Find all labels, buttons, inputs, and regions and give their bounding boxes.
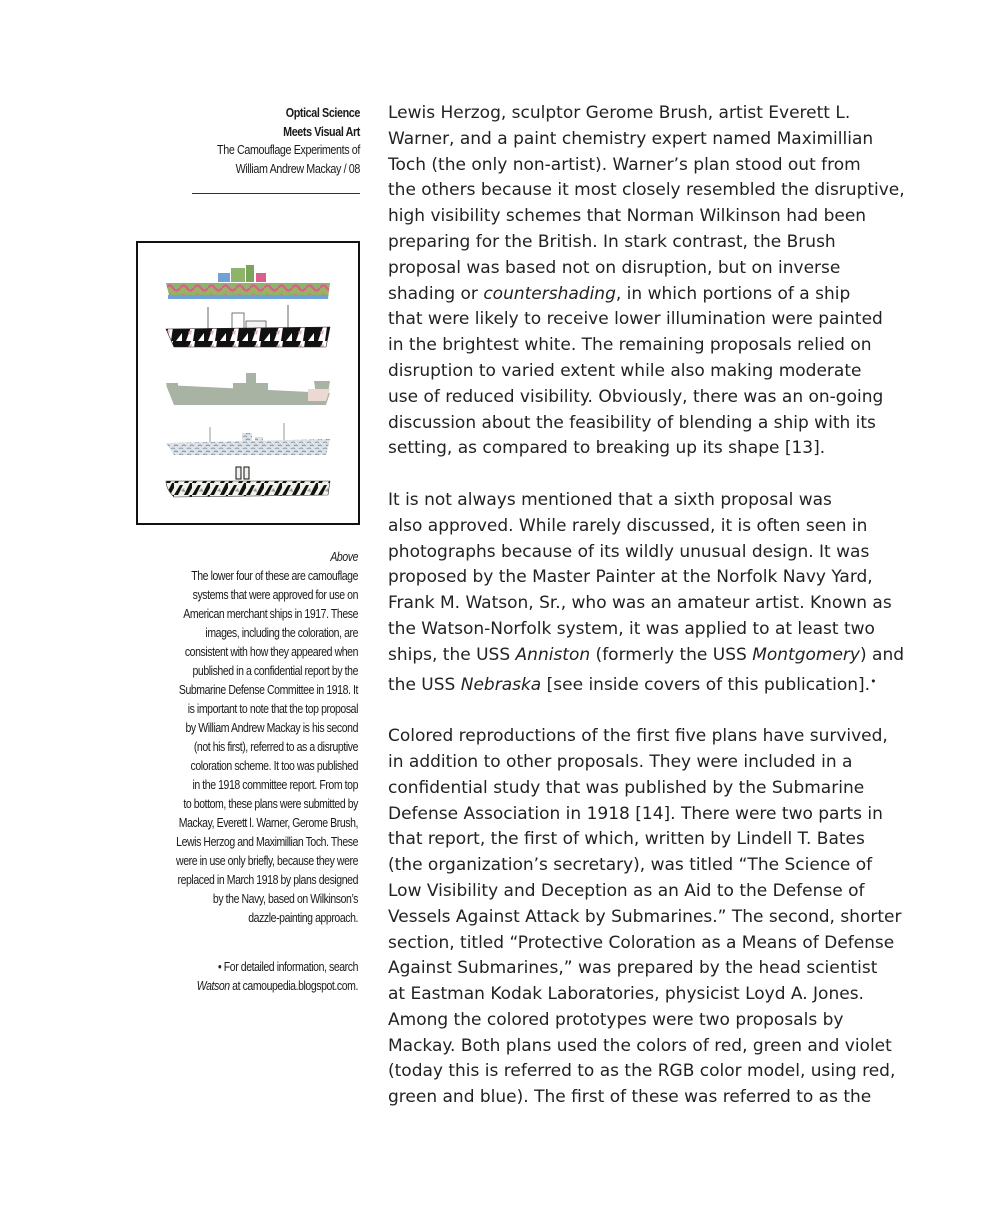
text-line: that were likely to receive lower illumination were painted (388, 309, 883, 330)
running-head-title-2: Meets Visual Art (283, 124, 360, 139)
running-head-subtitle-1: The Camouflage Experiments of (217, 143, 360, 157)
ship-herzog (166, 423, 330, 455)
header-divider (192, 193, 360, 194)
caption-line: by the Navy, based on Wilkinson’s (212, 892, 358, 906)
text-line: disruption to varied extent while also making moderate (388, 360, 862, 381)
text-line: (the organization’s secretary), was titled “The Science of (388, 855, 873, 876)
text-line: photographs because of its wildly unusual design. It was (388, 541, 870, 562)
text-run: (formerly the USS (590, 644, 753, 665)
text-line: the Watson-Norfolk system, it was applied to at least two (388, 618, 875, 639)
text-run: [see inside covers of this publication]. (541, 674, 871, 695)
text-run: shading or (388, 283, 484, 304)
paragraph-3 (388, 724, 918, 1111)
text-line: It is not always mentioned that a sixth proposal was (388, 489, 832, 510)
caption-line: in the 1918 committee report. From top (192, 778, 358, 792)
paragraph-1 (388, 101, 918, 462)
text-line: (today this is referred to as the RGB color model, using red, (388, 1061, 896, 1082)
sidebar (136, 104, 360, 993)
text-line: section, titled “Protective Coloration as a Means of Defense (388, 932, 895, 953)
caption-line: to bottom, these plans were submitted by (183, 797, 358, 811)
caption-label: Above (330, 550, 358, 564)
text-line: Vessels Against Attack by Submarines.” The second, shorter (388, 906, 902, 927)
ship-name-anniston: Anniston (515, 644, 591, 665)
text-run: ) and (859, 644, 905, 665)
caption-line: images, including the coloration, are (205, 626, 358, 640)
text-line: also approved. While rarely discussed, it is often seen in (388, 515, 868, 536)
text-line: Frank M. Watson, Sr., who was an amateur artist. Known as (388, 593, 892, 614)
text-line: proposed by the Master Painter at the Norfolk Navy Yard, (388, 567, 873, 588)
caption-line: consistent with how they appeared when (184, 645, 358, 659)
text-run: , in which portions of a ship (615, 283, 851, 304)
caption-line: Submarine Defense Committee in 1918. It (178, 683, 358, 697)
text-line (388, 669, 918, 699)
camouflage-ships-figure (136, 241, 360, 525)
caption-line: were in use only briefly, because they were (176, 854, 358, 868)
ship-toch (166, 467, 330, 497)
footnote-bullet: • (218, 960, 222, 974)
text-line: at Eastman Kodak Laboratories, physicist Loyd A. Jones. (388, 984, 864, 1005)
text-line: in addition to other proposals. They were included in a (388, 751, 853, 772)
text-line: Low Visibility and Deception as an Aid to the Defense of (388, 880, 865, 901)
text-line: proposal was based not on disruption, but on inverse (388, 257, 841, 278)
text-line: green and blue). The first of these was referred to as the (388, 1087, 872, 1108)
text-line: high visibility schemes that Norman Wilkinson had been (388, 206, 867, 227)
running-head-subtitle-2: William Andrew Mackay / 08 (235, 161, 360, 176)
text-line: Against Submarines,” was prepared by the head scientist (388, 958, 878, 979)
text-line: Defense Association in 1918 [14]. There were two parts in (388, 803, 883, 824)
text-line: the others because it most closely resembled the disruptive, (388, 180, 905, 201)
footnote-marker: • (870, 674, 877, 688)
text-run: ships, the USS (388, 644, 516, 665)
footnote-text-2: at camoupedia.blogspot.com. (229, 979, 358, 993)
text-line (388, 643, 918, 669)
footnote-line-1 (172, 958, 358, 977)
caption-line: Mackay, Everett l. Warner, Gerome Brush, (178, 816, 358, 830)
running-head-title-1: Optical Science (285, 106, 360, 120)
ship-warner (166, 305, 330, 347)
text-run: the USS (388, 674, 461, 695)
text-line: that report, the first of which, written by Lindell T. Bates (388, 829, 865, 850)
caption-line: coloration scheme. It too was published (190, 759, 358, 773)
italic-term: countershading (483, 283, 616, 304)
caption-line: is important to note that the top proposal (187, 702, 358, 716)
caption-line: (not his first), referred to as a disruptive (193, 740, 358, 754)
text-line: Colored reproductions of the first five plans have survived, (388, 726, 888, 747)
caption-line: The lower four of these are camouflage (191, 569, 358, 583)
caption-line: American merchant ships in 1917. These (183, 607, 358, 621)
main-text (388, 101, 918, 1137)
footnote-search-term: Watson (196, 979, 230, 993)
ships-illustration (138, 243, 358, 523)
footnote-line-2 (172, 977, 358, 996)
text-line: confidential study that was published by the Submarine (388, 777, 865, 798)
caption-line: by William Andrew Mackay is his second (185, 721, 358, 735)
footnote (136, 958, 358, 996)
text-line: Lewis Herzog, sculptor Gerome Brush, artist Everett L. (388, 103, 851, 123)
text-line: setting, as compared to breaking up its shape [13]. (388, 438, 826, 459)
text-line: discussion about the feasibility of blending a ship with its (388, 412, 876, 433)
paragraph-2 (388, 488, 918, 698)
ship-name-nebraska: Nebraska (460, 674, 542, 695)
text-line: preparing for the British. In stark contrast, the Brush (388, 231, 836, 252)
text-line: use of reduced visibility. Obviously, there was an on-going (388, 386, 884, 407)
text-line: Among the colored prototypes were two proposals by (388, 1009, 844, 1030)
footnote-text-1: For detailed information, search (223, 960, 358, 974)
caption-line: systems that were approved for use on (192, 588, 358, 602)
running-head (167, 104, 360, 178)
text-line: Mackay. Both plans used the colors of red, green and violet (388, 1035, 892, 1056)
caption-line: replaced in March 1918 by plans designed (177, 873, 358, 887)
caption-line: dazzle-painting approach. (248, 911, 358, 925)
text-line (388, 282, 918, 308)
caption-line: Lewis Herzog and Maximillian Toch. These (176, 835, 358, 849)
ship-brush (166, 373, 330, 405)
text-line: Toch (the only non-artist). Warner’s plan stood out from (388, 154, 861, 175)
figure-caption (136, 548, 358, 928)
ship-name-montgomery: Montgomery (752, 644, 860, 665)
caption-line: published in a confidential report by the (192, 664, 358, 678)
ship-mackay (166, 265, 330, 299)
text-line: Warner, and a paint chemistry expert named Maximillian (388, 128, 874, 149)
text-line: in the brightest white. The remaining proposals relied on (388, 335, 872, 356)
